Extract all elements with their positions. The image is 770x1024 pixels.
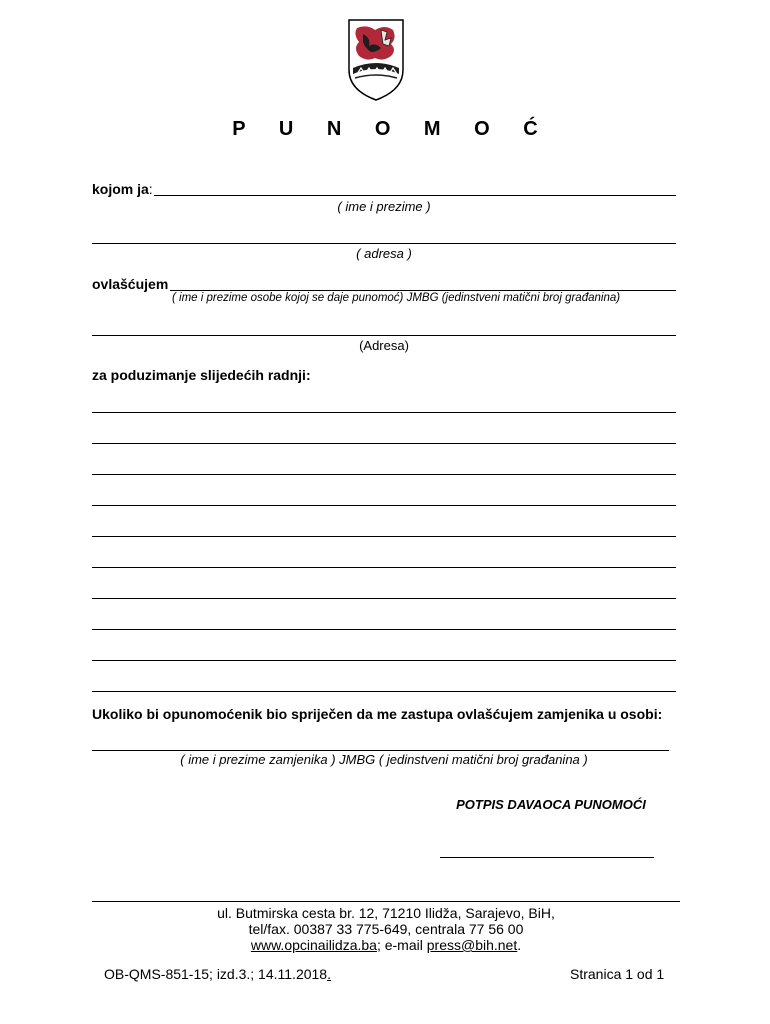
caption-adresa: ( adresa ) [356, 246, 412, 261]
field-line-radnje-1[interactable] [92, 397, 676, 413]
label-kojom-ja-colon: : [148, 181, 153, 197]
field-line-radnje-6[interactable] [92, 552, 676, 568]
signature-label: POTPIS DAVAOCA PUNOMOĆI [456, 797, 646, 812]
caption-adresa-2: (Adresa) [359, 338, 409, 353]
footer-doc-code-text: OB-QMS-851-15; izd.3.; 14.11.2018 [104, 966, 328, 982]
footer-contact [92, 937, 680, 953]
footer-doc-code [104, 966, 331, 982]
field-line-radnje-5[interactable] [92, 521, 676, 537]
signature-line[interactable] [440, 842, 654, 858]
field-line-adresa-2[interactable] [92, 320, 676, 336]
caption-zamjenik: ( ime i prezime zamjenika ) JMBG ( jedinstveni matični broj građanina ) [180, 752, 588, 767]
label-kojom-ja [92, 181, 153, 197]
footer-phone: tel/fax. 00387 33 775-649, centrala 77 56 00 [248, 921, 524, 937]
field-line-radnje-9[interactable] [92, 645, 676, 661]
field-line-kojom-ja[interactable] [154, 180, 676, 196]
document-title: P U N O M O Ć [232, 118, 552, 140]
footer-address: ul. Butmirska cesta br. 12, 71210 Ilidža, Sarajevo, BiH, [217, 905, 555, 921]
footer-separator: ; e-mail [376, 937, 427, 953]
label-radnje: za poduzimanje slijedećih radnji: [92, 367, 311, 383]
label-kojom-ja-text: kojom ja [92, 181, 149, 197]
footer-doc-code-end: . [327, 966, 331, 982]
field-line-zamjenik[interactable] [92, 735, 669, 751]
field-line-adresa[interactable] [92, 228, 676, 244]
field-line-radnje-7[interactable] [92, 583, 676, 599]
footer-email-link[interactable]: press@bih.net [426, 937, 518, 953]
label-ovlascujem: ovlašćujem [92, 276, 169, 292]
field-line-radnje-3[interactable] [92, 459, 676, 475]
caption-opunomocenik: ( ime i prezime osobe kojoj se daje punomoć) JMBG (jedinstveni matični broj građanina) [172, 292, 621, 304]
footer-end: . [517, 937, 522, 953]
caption-ime-prezime: ( ime i prezime ) [337, 199, 431, 214]
footer-page-number: Stranica 1 od 1 [570, 966, 665, 982]
footer-rule [92, 901, 680, 902]
coat-of-arms-icon [347, 18, 405, 102]
footer-website-link[interactable]: www.opcinailidza.ba [250, 937, 377, 953]
label-zamjenik: Ukoliko bi opunomoćenik bio spriječen da me zastupa ovlašćujem zamjenika u osobi: [92, 706, 663, 722]
field-line-radnje-10[interactable] [92, 676, 676, 692]
field-line-radnje-2[interactable] [92, 428, 676, 444]
field-line-ovlascujem[interactable] [170, 275, 676, 291]
field-line-radnje-8[interactable] [92, 614, 676, 630]
field-line-radnje-4[interactable] [92, 490, 676, 506]
